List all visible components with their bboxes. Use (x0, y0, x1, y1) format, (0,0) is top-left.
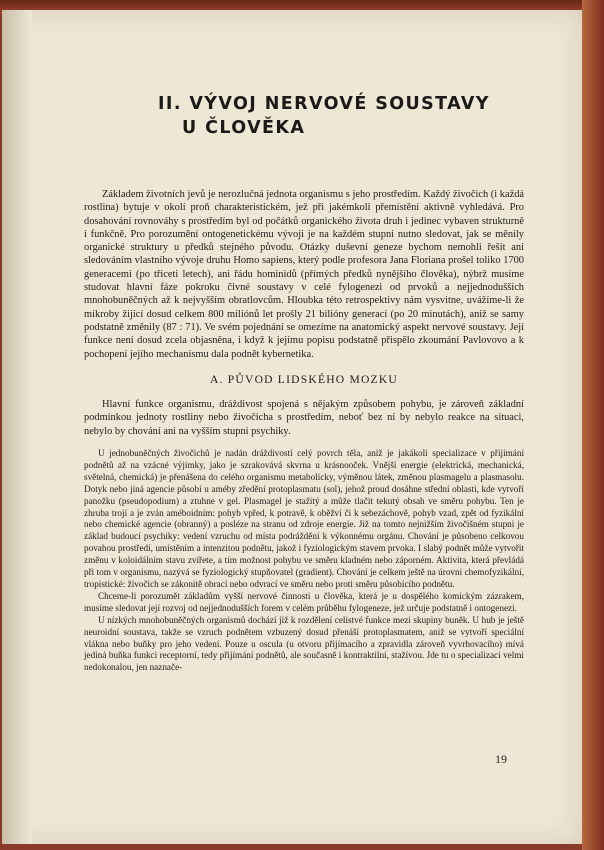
page-number: 19 (495, 752, 507, 766)
page-body (84, 188, 524, 674)
intro-paragraph: Základem životních jevů je nerozlučná jednota organismu s jeho prostředím. Každý živočich (i každá rostlina) bytuje v okolí proň charakteristickém, jež při jakémkoli přemístění aktivně vyhledává. Pro dosahování rovnováhy s prostředím byl od počátků organického života druh i jedinec vybaven strukturně i funkčně. Pro porozumění ontogenetickému vývoji je na každém stupni nutno sledovat, jak se měnily organické struktury u předků stejného původu. Otázky duševní geneze bychom nemohli řešit ani sledováním vlastního vývoje druhu Homo sapiens, který podle profesora Jana Floriana prošel toliko 1700 generacemi (po třiceti letech), ani řádu hominidů (přímých předků nynějšího člověka), nýbrž musíme studovat hlavní fáze pokroku čivné soustavy v celé fylogenezi od prvoků a nejjednodušších mnohobuněčných až k nejvyšším obratlovcům. Hloubka této retrospektivy nám vysvitne, uvážíme-li že mikroby žijící dosud celkem 800 miliónů let prošly 21 bilióny generací (po 20 minutách), aniž se samy podstatně změnily (87 : 71). Ve svém pojednání se omezíme na anatomický aspekt nervové soustavy. Její funkce není dosud zcela objasněna, i když k jejímu popisu podstatně přispělo zkoumání Pavlovovo a k pochopení jejího mechanismu dala podnět kybernetika. (84, 189, 524, 360)
chapter-title-line-1: II. VÝVOJ NERVOVÉ SOUSTAVY (158, 94, 490, 114)
small-paragraph-2: Chceme-li porozumět základům vyšší nervové činnosti u člověka, která je u dospělého komickým zázrakem, musíme sledovat její rozvoj od nejjednodušších forem v celém průběhu fylogeneze, jež určuje podstatně i ontogenezi. (84, 590, 524, 613)
small-print-block (84, 448, 524, 674)
chapter-title-line-2: U ČLOVĚKA (182, 118, 306, 138)
scan-edge-right (582, 0, 604, 850)
small-paragraph-3: U nízkých mnohobuněčných organismů dochází již k rozdělení celistvé funkce mezi skupiny buněk. U hub je ještě neuroidní soustava, takže se vzruch podnětem vzbuzený dosud přenáší protoplasmatem, aniž se vytvoří speciální vlákna nebo buňky pro jeho vedení. Pouze u oscula (u otvoru přijímacího a zpravidla zároveň vyvrhovacího) mívá jediná buňka funkci receptorní, tedy přijímání podnětů, ale současně i kontraktilní, stažívou. Jde tu o specializaci velmi nedokonalou, jen naznače- (84, 614, 524, 673)
small-paragraph-1: U jednobuněčných živočichů je nadán dráždivostí celý povrch těla, aniž je jakákoli specializace v přijímání podnětů až na vzácné výjimky, jako je szrakovává skvrna u krásnooček. Vnější energie (elektrická, mechanická, světelná, chemická) je přenášena do celého organismu metabolicky, výměnou látek, změnou plasmagelu a plasmasolu. Dotyk nebo jiná agencie působí u améby zředění protoplasmatu (sol), jehož proud dosáhne střední oblasti, kde vytvoří panožku (pseudopodium) a ztuhne v gel. Plasmagel je stažitý a může tlačit tekutý obsah ve směru pohybu. Ten je zhruba trojí a je zván améboidním: pohyb vpřed, k potravě, k oběžví či k sebezáchově, pohyb vzad, zpět od fyzikální nebo chemické agencie (obranný) a posléze na stranu od zdroje energie. Již na tomto nejnižším živočišném stupni je základ budoucí psychiky: vedení vzruchu od místa podráždění k výkonnému orgánu. Chování je působeno celkovou povahou prostředí, umístěním a intenzitou podnětu, jakož i fyziologickým stavem prvoka. I slabý podnět může vytvořit změnu v koloidálním stavu zvířete, a tím možnost pohybu ve směru kladném nebo záporném. Aktivita, která převládá při tom v organismu, nazývá se fyziologický stupňovatel (gradient). Chování je celkem ještě na úrovni chemofyzikální, tropistické: živočich se zákonitě obrací nebo odvrací ve směru nebo proti směru působícího podnětu. (84, 448, 524, 590)
section-lead-paragraph: Hlavní funkce organismu, dráždivost spojená s nějakým způsobem pohybu, je zároveň základní podmínkou jednoty rostliny nebo živočicha s prostředím, neboť bez ní by nebylo reakce na situaci, nebylo by chování ani na vyšším stupni psychiky. (84, 399, 524, 437)
page-gutter (2, 10, 32, 844)
section-heading: A. PŮVOD LIDSKÉHO MOZKU (210, 372, 398, 386)
chapter-title (158, 92, 518, 140)
